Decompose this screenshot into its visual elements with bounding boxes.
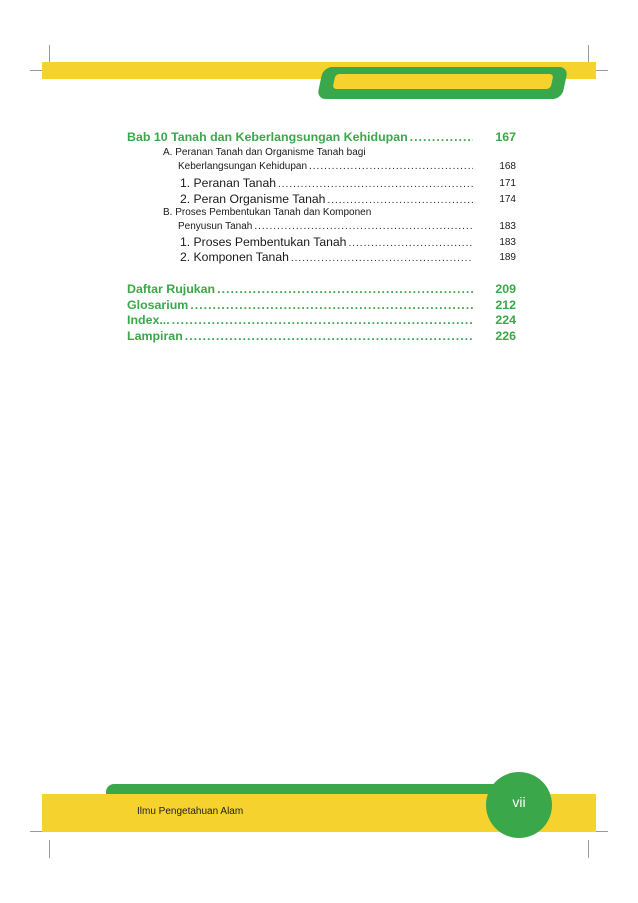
toc-entry-a[interactable]: Keberlangsungan Kehidupan .....	[178, 161, 475, 172]
toc-page-bab10: 167	[495, 130, 516, 144]
toc-entry-b-heading: B. Proses Pembentukan Tanah dan Komponen	[163, 207, 372, 218]
toc-page-lampiran: 226	[495, 329, 516, 343]
toc-page-index: 224	[495, 313, 516, 327]
toc-entry-a-heading: A. Peranan Tanah dan Organisme Tanah bagi	[163, 147, 366, 158]
page-number-badge: vii	[486, 772, 552, 838]
toc-page-b2: 189	[499, 252, 516, 263]
toc-entry-daftar-rujukan[interactable]: Daftar Rujukan .....	[127, 282, 475, 296]
toc-page-a2: 174	[499, 194, 516, 205]
toc-entry-a1[interactable]: 1. Peranan Tanah .....	[180, 176, 475, 190]
toc-page-a: 168	[499, 161, 516, 172]
toc-page-b: 183	[499, 221, 516, 232]
toc-entry-bab10[interactable]: Bab 10 Tanah dan Keberlangsungan Kehidupan .....	[127, 130, 475, 144]
toc-entry-b1[interactable]: 1. Proses Pembentukan Tanah .....	[180, 235, 475, 249]
toc-entry-b[interactable]: Penyusun Tanah .....	[178, 221, 475, 232]
toc-page-b1: 183	[499, 237, 516, 248]
toc-page-a1: 171	[499, 178, 516, 189]
toc-entry-b2[interactable]: 2. Komponen Tanah .....	[180, 250, 475, 264]
toc-entry-glosarium[interactable]: Glosarium .....	[127, 298, 475, 312]
toc-page-glosarium: 212	[495, 298, 516, 312]
toc-entry-index[interactable]: Index... .....	[127, 313, 475, 327]
toc-entry-a2[interactable]: 2. Peran Organisme Tanah .....	[180, 192, 475, 206]
footer-book-title: Ilmu Pengetahuan Alam	[137, 806, 244, 817]
toc-page-daftar-rujukan: 209	[495, 282, 516, 296]
toc-entry-lampiran[interactable]: Lampiran .....	[127, 329, 475, 343]
